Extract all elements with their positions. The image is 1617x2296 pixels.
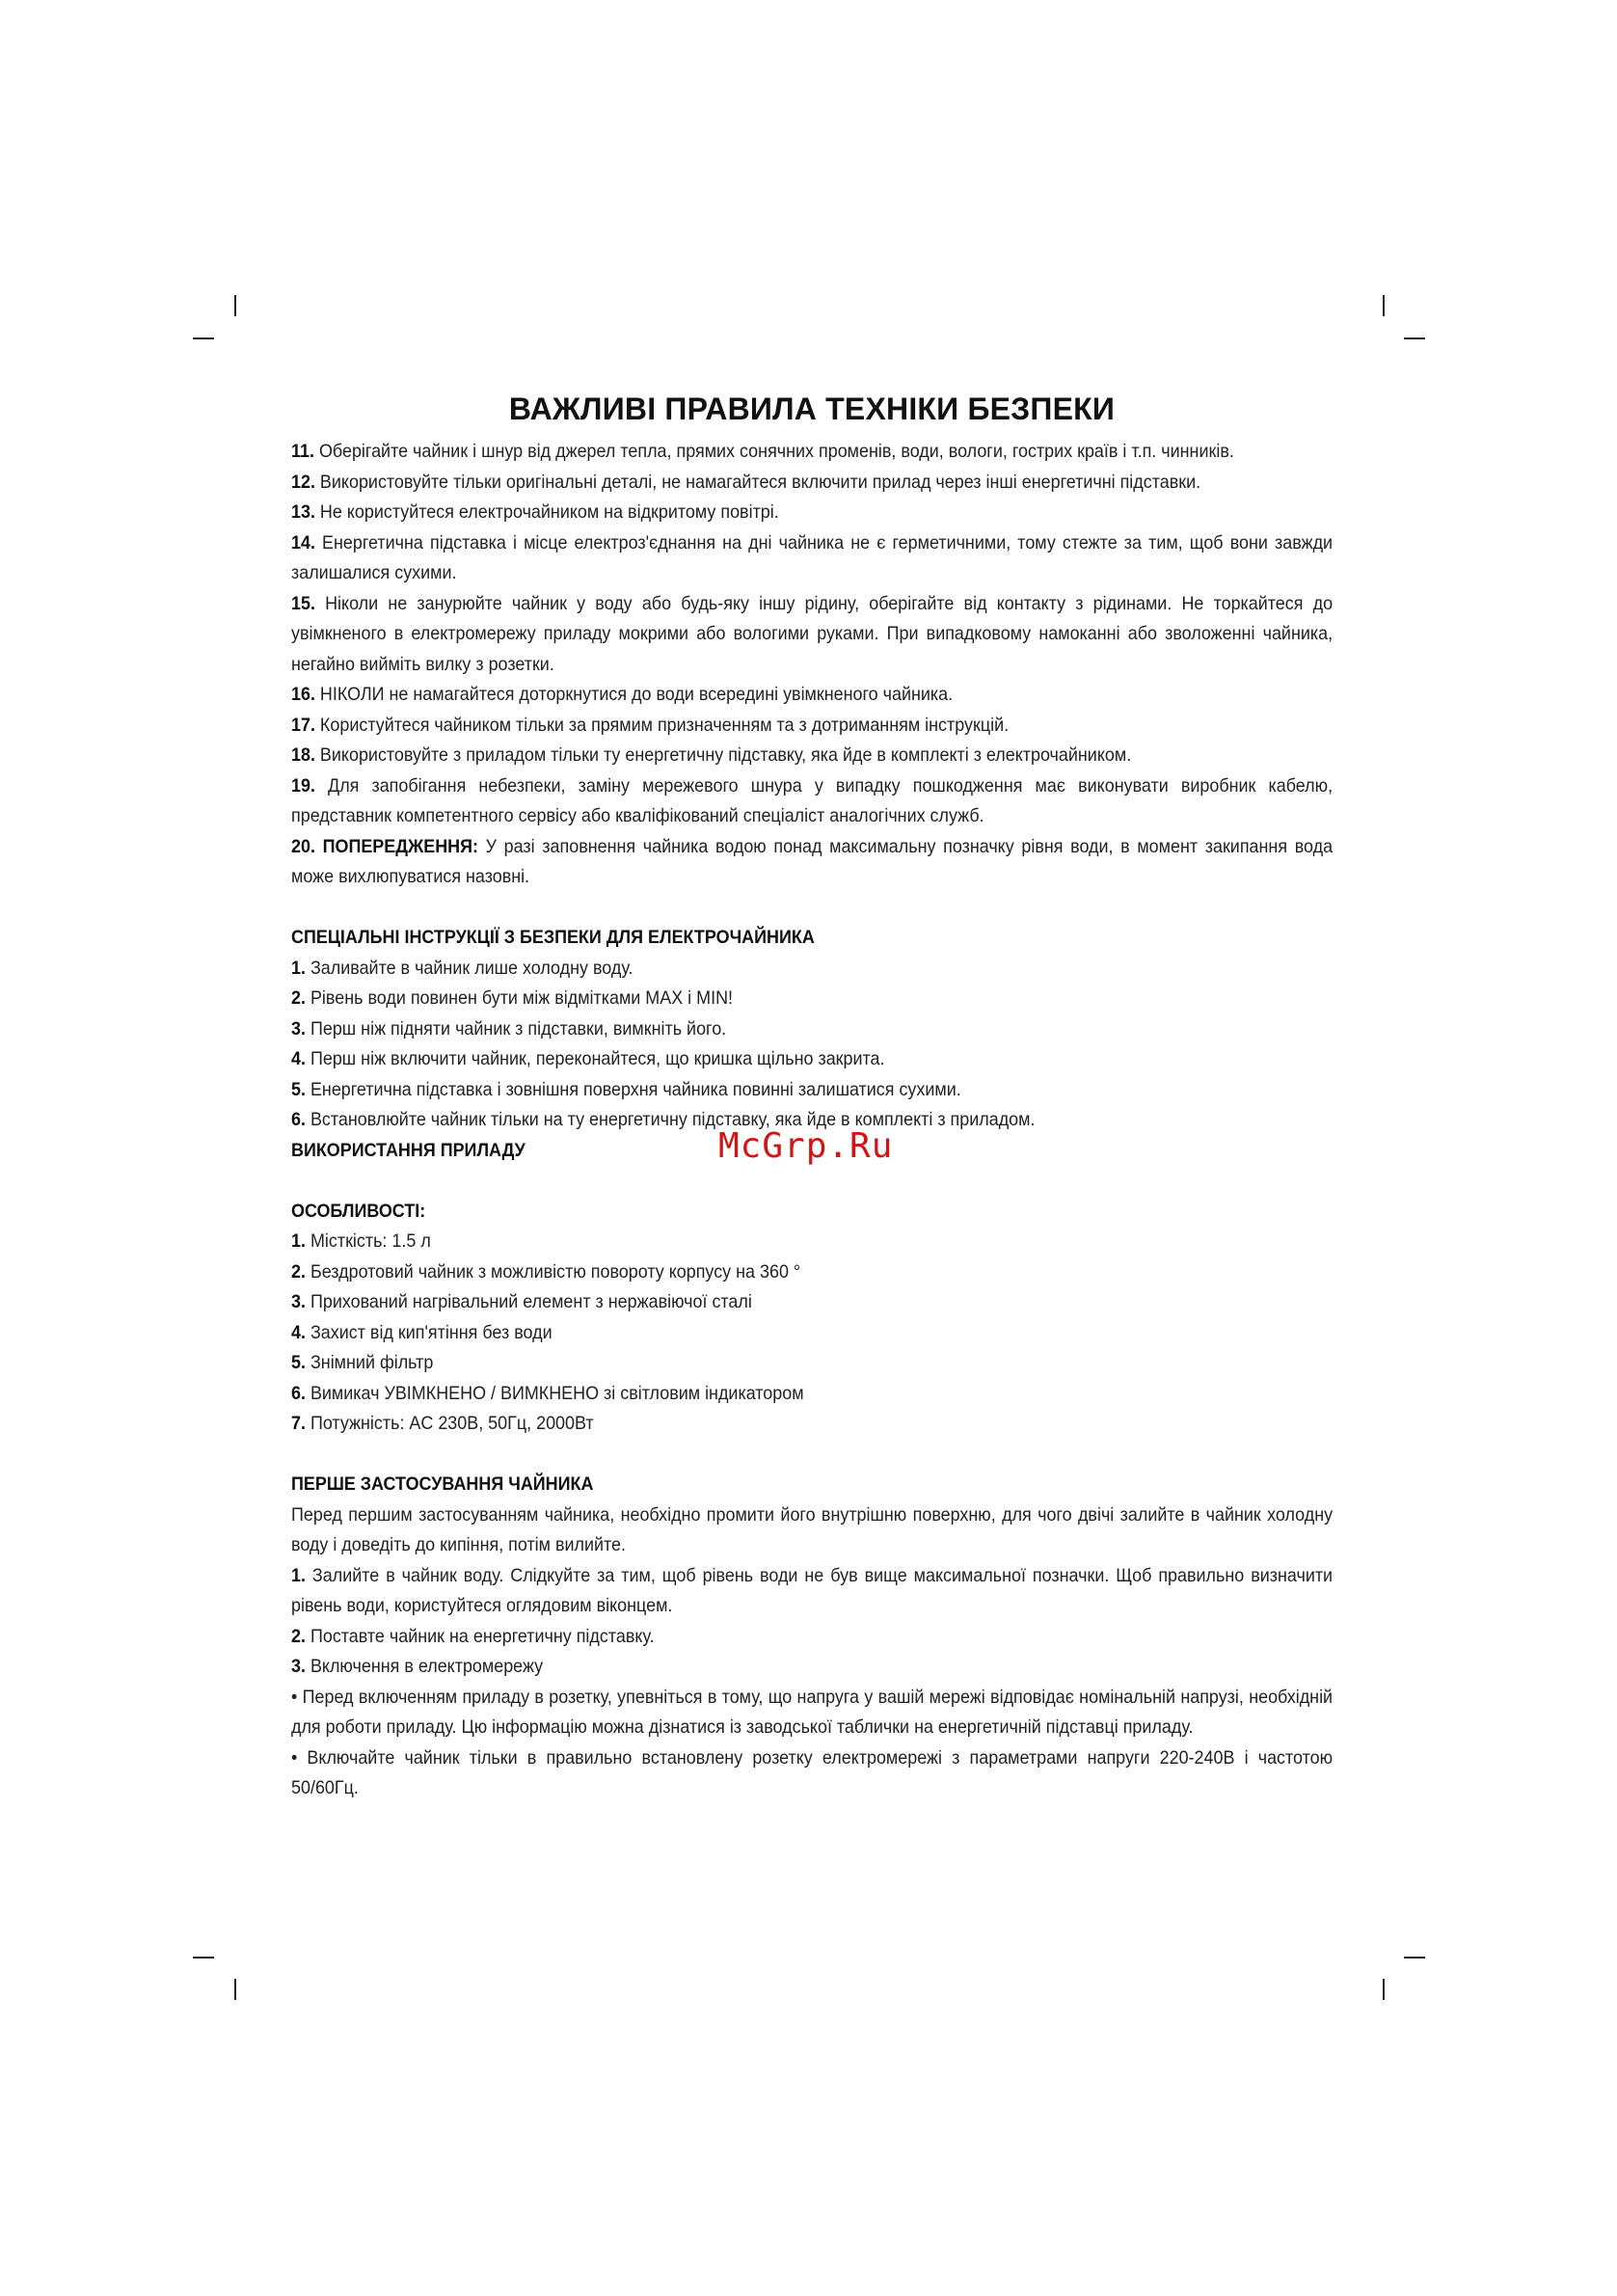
list-item: 20. ПОПЕРЕДЖЕННЯ: У разі заповнення чайника водою понад максимальну позначку рівня води, в момент закипання вода може вихлюпуватися назовні. bbox=[291, 835, 1334, 887]
document-body bbox=[291, 392, 1333, 1804]
list-item: 5. Знімний фільтр bbox=[291, 1352, 434, 1373]
crop-mark bbox=[1383, 295, 1385, 316]
list-item: 11. Оберігайте чайник і шнур від джерел тепла, прямих сонячних променів, води, вологи, гострих країв і т.п. чинників. bbox=[291, 441, 1234, 462]
list-item: 1. Залийте в чайник воду. Слідкуйте за тим, щоб рівень води не був вище максимальної позначки. Щоб правильно визначити рівень води, користуйтеся оглядовим віконцем. bbox=[291, 1564, 1334, 1616]
watermark: McGrp.Ru bbox=[718, 1126, 894, 1166]
crop-mark bbox=[1404, 338, 1425, 339]
crop-mark bbox=[1383, 1979, 1385, 2000]
first-use-heading: ПЕРШЕ ЗАСТОСУВАННЯ ЧАЙНИКА bbox=[291, 1473, 594, 1495]
list-item: 17. Користуйтеся чайником тільки за прямим призначенням та з дотриманням інструкцій. bbox=[291, 714, 1010, 736]
usage-heading: ВИКОРИСТАННЯ ПРИЛАДУ bbox=[291, 1139, 526, 1161]
list-item: 2. Бездротовий чайник з можливістю повороту корпусу на 360 ° bbox=[291, 1260, 801, 1283]
list-item: 4. Перш ніж включити чайник, переконайтеся, що кришка щільно закрита. bbox=[291, 1048, 885, 1069]
features-heading: ОСОБЛИВОСТІ: bbox=[291, 1200, 426, 1222]
crop-mark bbox=[234, 1979, 236, 2000]
list-item: 1. Заливайте в чайник лише холодну воду. bbox=[291, 957, 633, 979]
special-instructions-list bbox=[291, 954, 1333, 1136]
list-item: 15. Ніколи не занурюйте чайник у воду або будь-яку іншу рідину, оберігайте від контакту з рідинами. Не торкайтеся до увімкненого в електромережу приладу мокрими або вологими руками. При випадковому намоканні або зволоженні чайника, негайно вийміть вилку з розетки. bbox=[291, 592, 1334, 675]
features-list bbox=[291, 1227, 1333, 1440]
list-item: 14. Енергетична підставка і місце електроз'єднання на дні чайника не є герметичними, тому стежте за тим, щоб вони завжди залишалися сухими. bbox=[291, 531, 1334, 583]
list-item: 6. Встановлюйте чайник тільки на ту енергетичну підставку, яка йде в комплекті з приладом. bbox=[291, 1109, 1036, 1130]
list-item: 18. Використовуйте з приладом тільки ту енергетичну підставку, яка йде в комплекті з електрочайником. bbox=[291, 744, 1132, 766]
crop-mark bbox=[193, 338, 214, 339]
list-item: 2. Рівень води повинен бути між відмітками MAX і MIN! bbox=[291, 987, 734, 1009]
list-item: 7. Потужність: AC 230В, 50Гц, 2000Вт bbox=[291, 1413, 594, 1434]
list-item: 16. НІКОЛИ не намагайтеся доторкнутися до води всередині увімкненого чайника. bbox=[291, 684, 954, 705]
list-item: 3. Перш ніж підняти чайник з підставки, вимкніть його. bbox=[291, 1017, 727, 1040]
list-item: 2. Поставте чайник на енергетичну підставку. bbox=[291, 1625, 655, 1647]
crop-mark bbox=[234, 295, 236, 316]
bullet-item: • Перед включенням приладу в розетку, упевніться в тому, що напруга у вашій мережі відповідає номінальній напрузі, необхідній для роботи приладу. Цю інформацію можна дізнатися із заводської таблички на енергетичній підставці приладу. bbox=[291, 1686, 1334, 1738]
list-item: 3. Прихований нагрівальний елемент з нержавіючої сталі bbox=[291, 1291, 752, 1312]
list-item: 19. Для запобігання небезпеки, заміну мережевого шнура у випадку пошкодження має виконувати виробник кабелю, представник компетентного сервісу або кваліфікований спеціаліст аналогічних служб. bbox=[291, 774, 1334, 826]
list-item: 12. Використовуйте тільки оригінальні деталі, не намагайтеся включити прилад через інші енергетичні підставки. bbox=[291, 471, 1201, 493]
safety-rules-list bbox=[291, 437, 1333, 893]
crop-mark bbox=[193, 1957, 214, 1958]
first-use-intro: Перед першим застосуванням чайника, необхідно промити його внутрішню поверхню, для чого двічі залийте в чайник холодну воду і доведіть до кипіння, потім вилийте. bbox=[291, 1503, 1334, 1555]
list-item: 6. Вимикач УВІМКНЕНО / ВИМКНЕНО зі світловим індикатором bbox=[291, 1382, 804, 1404]
list-item: 13. Не користуйтеся електрочайником на відкритому повітрі. bbox=[291, 501, 779, 523]
list-item: 5. Енергетична підставка і зовнішня поверхня чайника повинні залишатися сухими. bbox=[291, 1078, 961, 1100]
list-item: 4. Захист від кип'ятіння без води bbox=[291, 1321, 552, 1343]
bullet-item: • Включайте чайник тільки в правильно встановлену розетку електромережі з параметрами напруги 220-240В і частотою 50/60Гц. bbox=[291, 1746, 1334, 1798]
page-title: ВАЖЛИВІ ПРАВИЛА ТЕХНІКИ БЕЗПЕКИ bbox=[508, 392, 1116, 426]
crop-mark bbox=[1404, 1957, 1425, 1958]
list-item: 3. Включення в електромережу bbox=[291, 1656, 544, 1677]
special-instructions-heading: СПЕЦІАЛЬНІ ІНСТРУКЦІЇ З БЕЗПЕКИ ДЛЯ ЕЛЕКТРОЧАЙНИКА bbox=[291, 927, 815, 948]
list-item: 1. Місткість: 1.5 л bbox=[291, 1230, 431, 1252]
